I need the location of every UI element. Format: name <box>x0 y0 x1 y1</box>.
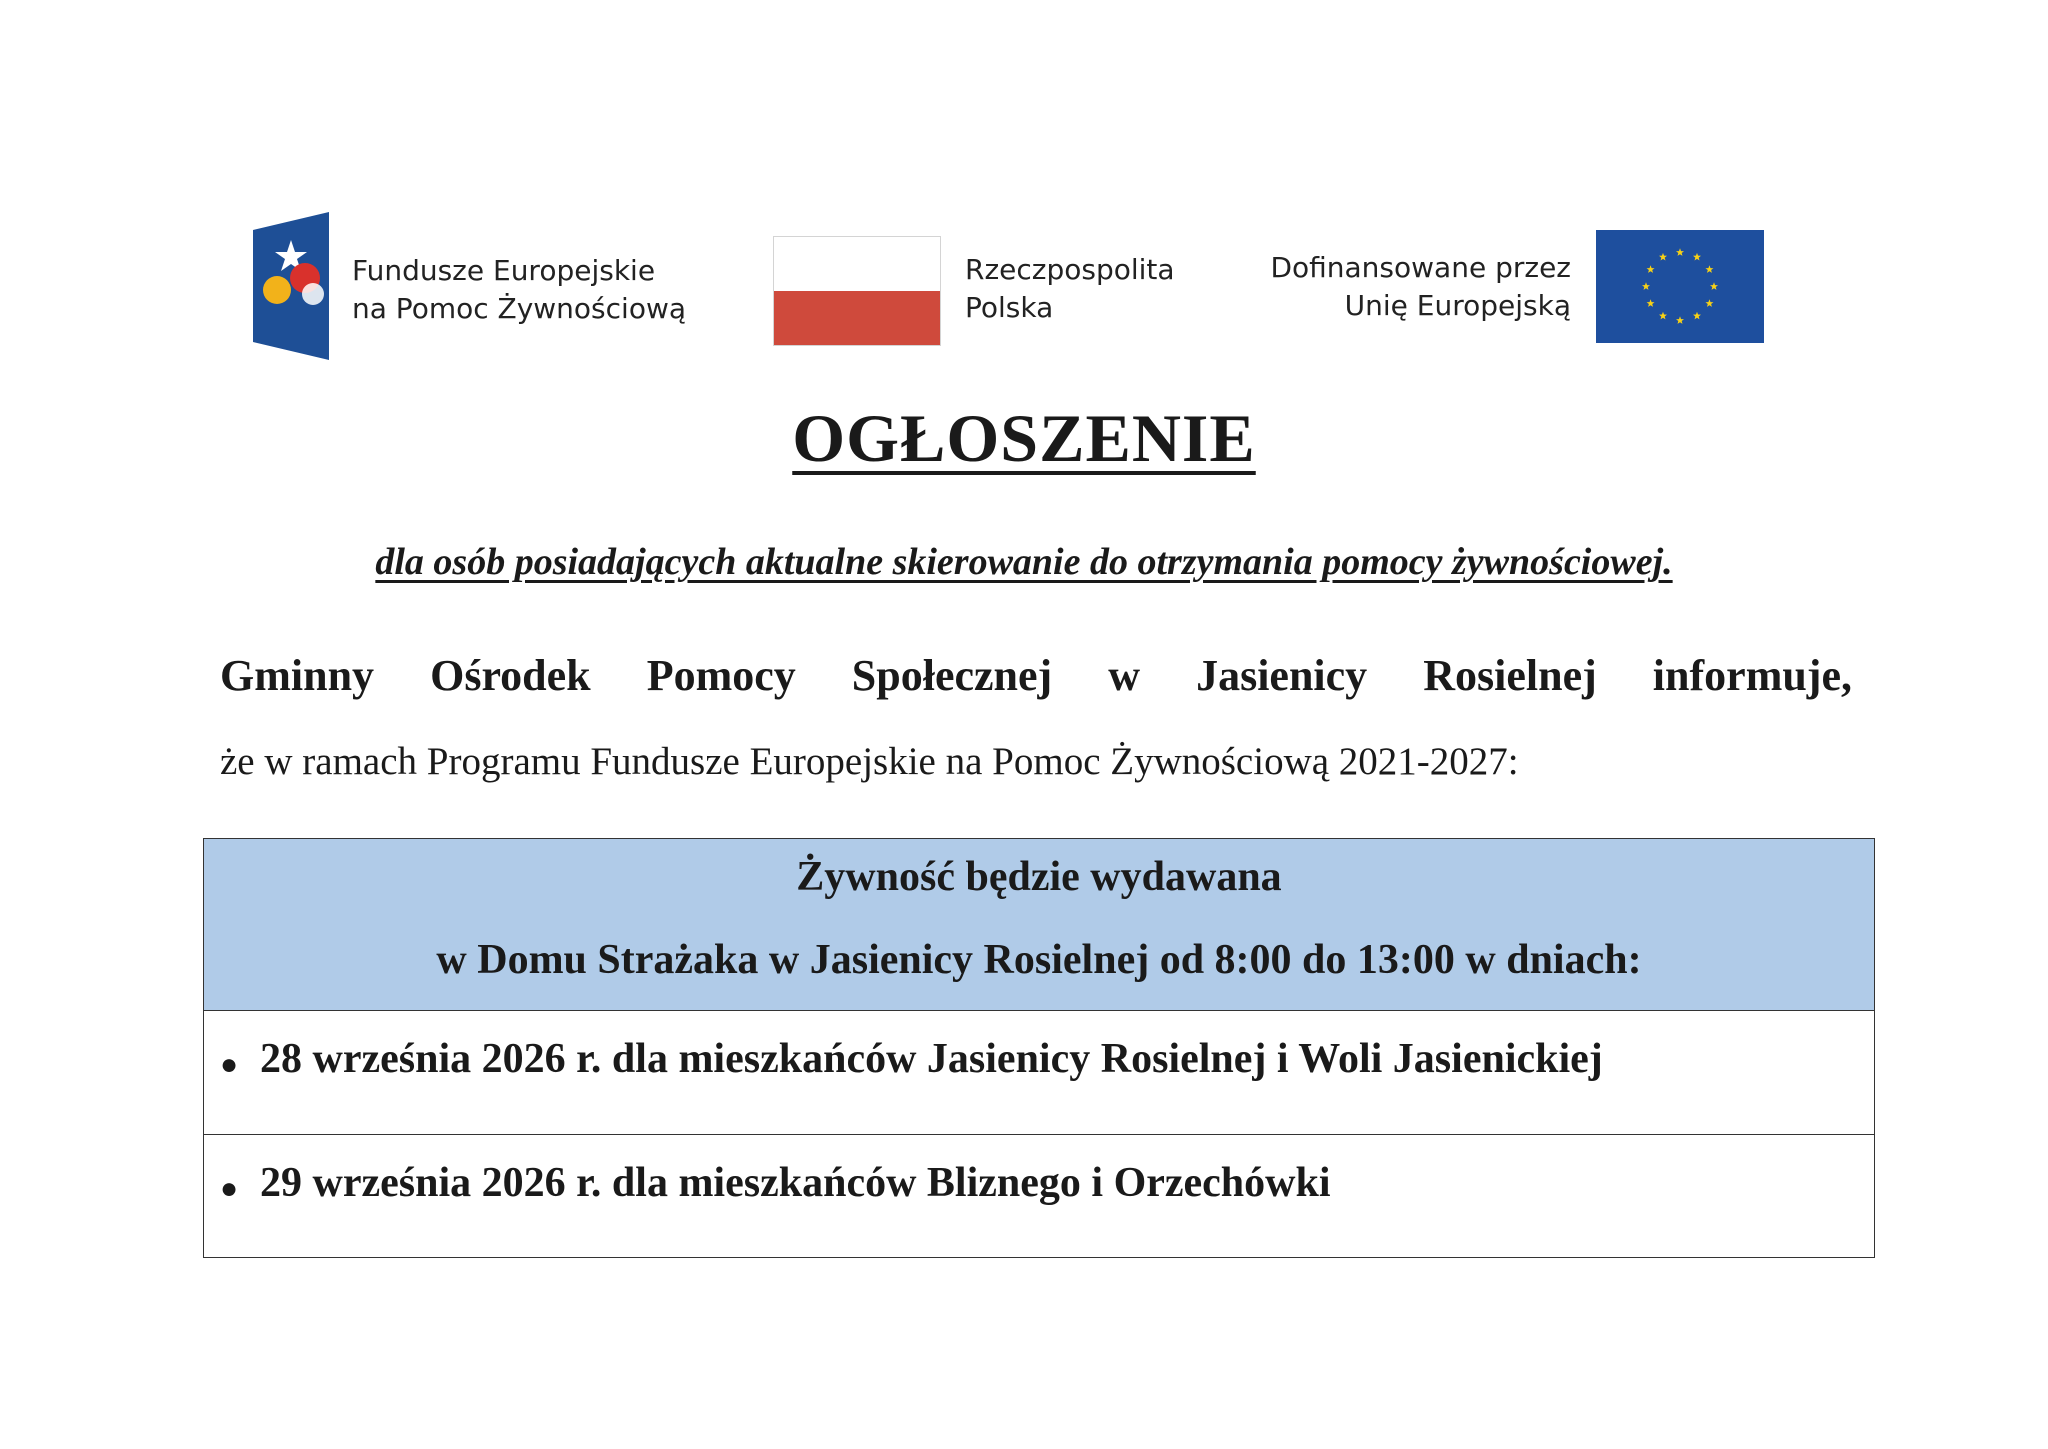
fe-label-line2: na Pomoc Żywnościową <box>352 292 687 325</box>
pl-label-line1: Rzeczpospolita <box>965 253 1175 286</box>
distribution-header-line2: w Domu Strażaka w Jasienicy Rosielnej od 8:00 do 13:00 w dniach: <box>436 937 1642 983</box>
eu-label-line1: Dofinansowane przez <box>1270 251 1571 284</box>
distribution-row <box>204 1135 1874 1257</box>
flag-white-stripe <box>774 237 940 291</box>
fe-label-line1: Fundusze Europejskie <box>352 254 656 287</box>
announcement-title <box>0 396 2048 480</box>
distribution-header <box>204 839 1874 1011</box>
pl-label-line2: Polska <box>965 291 1054 324</box>
polish-flag-icon <box>773 236 941 346</box>
distribution-header-line1: Żywność będzie wydawana <box>796 854 1282 900</box>
intro-line-1: Gminny Ośrodek Pomocy Społecznej w Jasienicy Rosielnej informuje, <box>220 651 1852 700</box>
rzeczpospolita-polska-label <box>965 251 1175 327</box>
distribution-row-text: 29 września 2026 r. dla mieszkańców Bliznego i Orzechówki <box>260 1160 1331 1206</box>
announcement-subtitle <box>0 537 2048 587</box>
announcement-title-text: OGŁOSZENIE <box>792 400 1256 476</box>
distribution-row-text: 28 września 2026 r. dla mieszkańców Jasienicy Rosielnej i Woli Jasienickiej <box>260 1036 1603 1082</box>
distribution-row <box>204 1011 1874 1135</box>
bullet-icon: ● <box>220 1048 239 1081</box>
bullet-icon: ● <box>220 1172 239 1205</box>
eu-cofinanced-label <box>1270 249 1571 325</box>
announcement-subtitle-text: dla osób posiadających aktualne skierowanie do otrzymania pomocy żywnościowej. <box>375 541 1673 583</box>
eu-flag-icon <box>1596 230 1764 343</box>
flag-red-stripe <box>774 291 940 345</box>
eu-label-line2: Unię Europejską <box>1344 289 1571 322</box>
distribution-table <box>203 838 1875 1258</box>
fundusze-europejskie-label <box>352 252 686 328</box>
intro-line-2: że w ramach Programu Fundusze Europejskie na Pomoc Żywnościową 2021-2027: <box>220 740 1519 783</box>
fundusze-europejskie-logo-icon <box>253 212 329 360</box>
